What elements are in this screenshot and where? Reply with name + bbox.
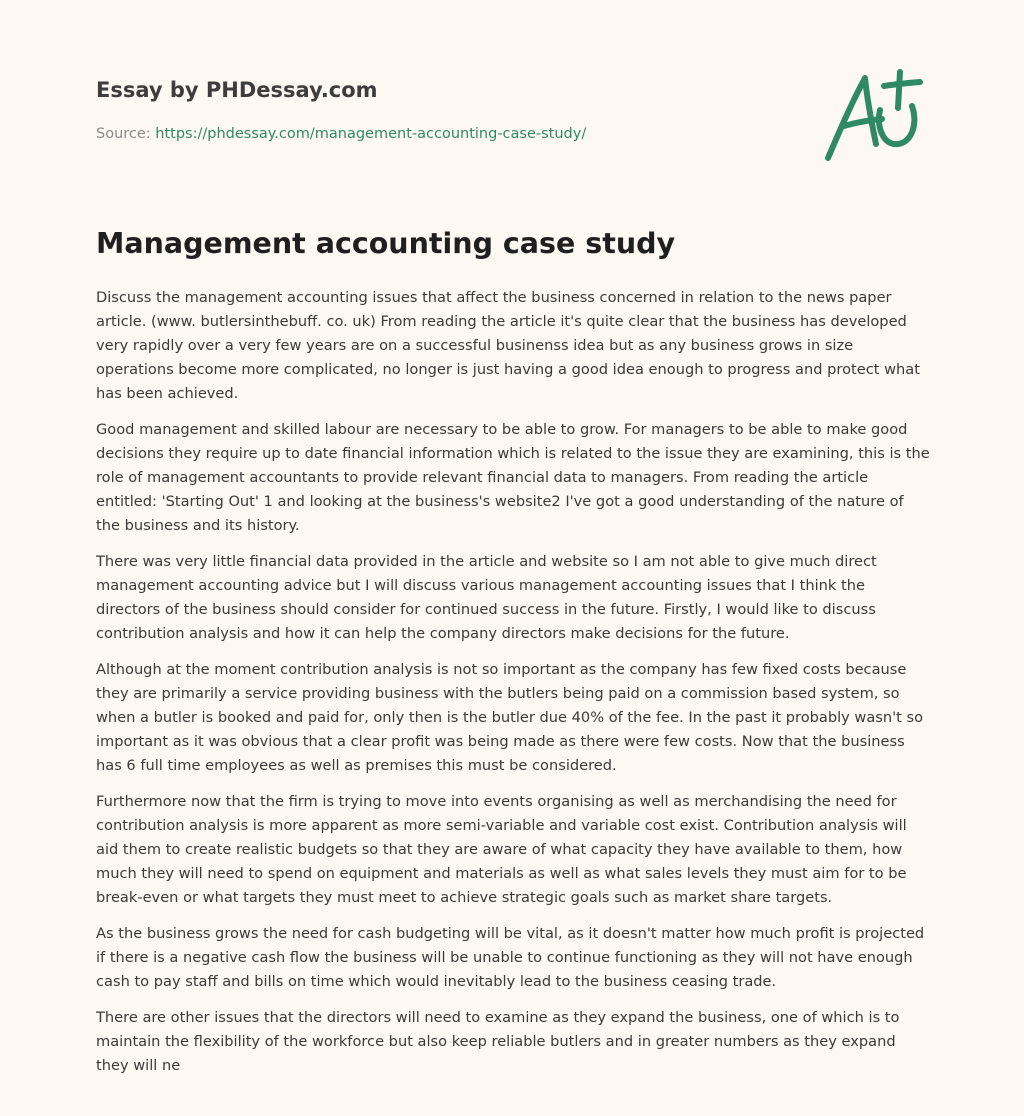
source-label: Source: xyxy=(96,126,156,142)
a-plus-grade-icon xyxy=(818,64,930,168)
essay-body xyxy=(96,286,932,1090)
essay-header xyxy=(96,76,796,144)
essay-paragraph: Discuss the management accounting issues that affect the business concerned in relation to the news paper article. (www. butlersinthebuff. co. uk) From reading the article it's quite clear that the business has developed very rapidly over a very few years are on a successful businenss idea but as any business grows in size operations become more complicated, no longer is just having a good idea enough to progress and protect what has been achieved. xyxy=(96,289,920,402)
essay-paragraph: Although at the moment contribution analysis is not so important as the company has few fixed costs because they are primarily a service providing business with the butlers being paid on a commission based system, so when a butler is booked and paid for, only then is the butler due 40% of the fee. In the past it probably wasn't so important as it was obvious that a clear profit was being made as there were few costs. Now that the business has 6 full time employees as well as premises this must be considered. xyxy=(96,661,924,774)
essay-paragraph: Furthermore now that the firm is trying to move into events organising as well as merchandising the need for contribution analysis is more apparent as more semi-variable and variable cost exist. Contribution analysis will aid them to create realistic budgets so that they are aware of what capacity they have available to them, how much they will need to spend on equipment and materials as well as what sales levels they must aim for to be break-even or what targets they must meet to achieve strategic goals such as market share targets. xyxy=(96,793,907,906)
essay-title: Management accounting case study xyxy=(96,227,676,260)
essay-paragraph: Good management and skilled labour are necessary to be able to grow. For managers to be able to make good decisions they require up to date financial information which is related to the issue they are examining, this is the role of management accountants to provide relevant financial data to managers. From reading the article entitled: 'Starting Out' 1 and looking at the business's website2 I've got a good understanding of the nature of the business and its history. xyxy=(96,421,930,534)
source-link[interactable]: https://phdessay.com/management-accounting-case-study/ xyxy=(155,126,587,142)
essay-paragraph: There are other issues that the directors will need to examine as they expand the business, one of which is to maintain the flexibility of the workforce but also keep reliable butlers and in greater numbers as they expand they will ne xyxy=(96,1009,900,1074)
site-brand: Essay by PHDessay.com xyxy=(96,78,378,102)
essay-paragraph: There was very little financial data provided in the article and website so I am not able to give much direct management accounting advice but I will discuss various management accounting issues that I think the directors of the business should consider for continued success in the future. Firstly, I would like to discuss contribution analysis and how it can help the company directors make decisions for the future. xyxy=(96,553,877,642)
source-line xyxy=(96,124,796,144)
essay-paragraph: As the business grows the need for cash budgeting will be vital, as it doesn't matter how much profit is projected if there is a negative cash flow the business will be unable to continue functioning as they will not have enough cash to pay staff and bills on time which would inevitably lead to the business ceasing trade. xyxy=(96,925,925,990)
